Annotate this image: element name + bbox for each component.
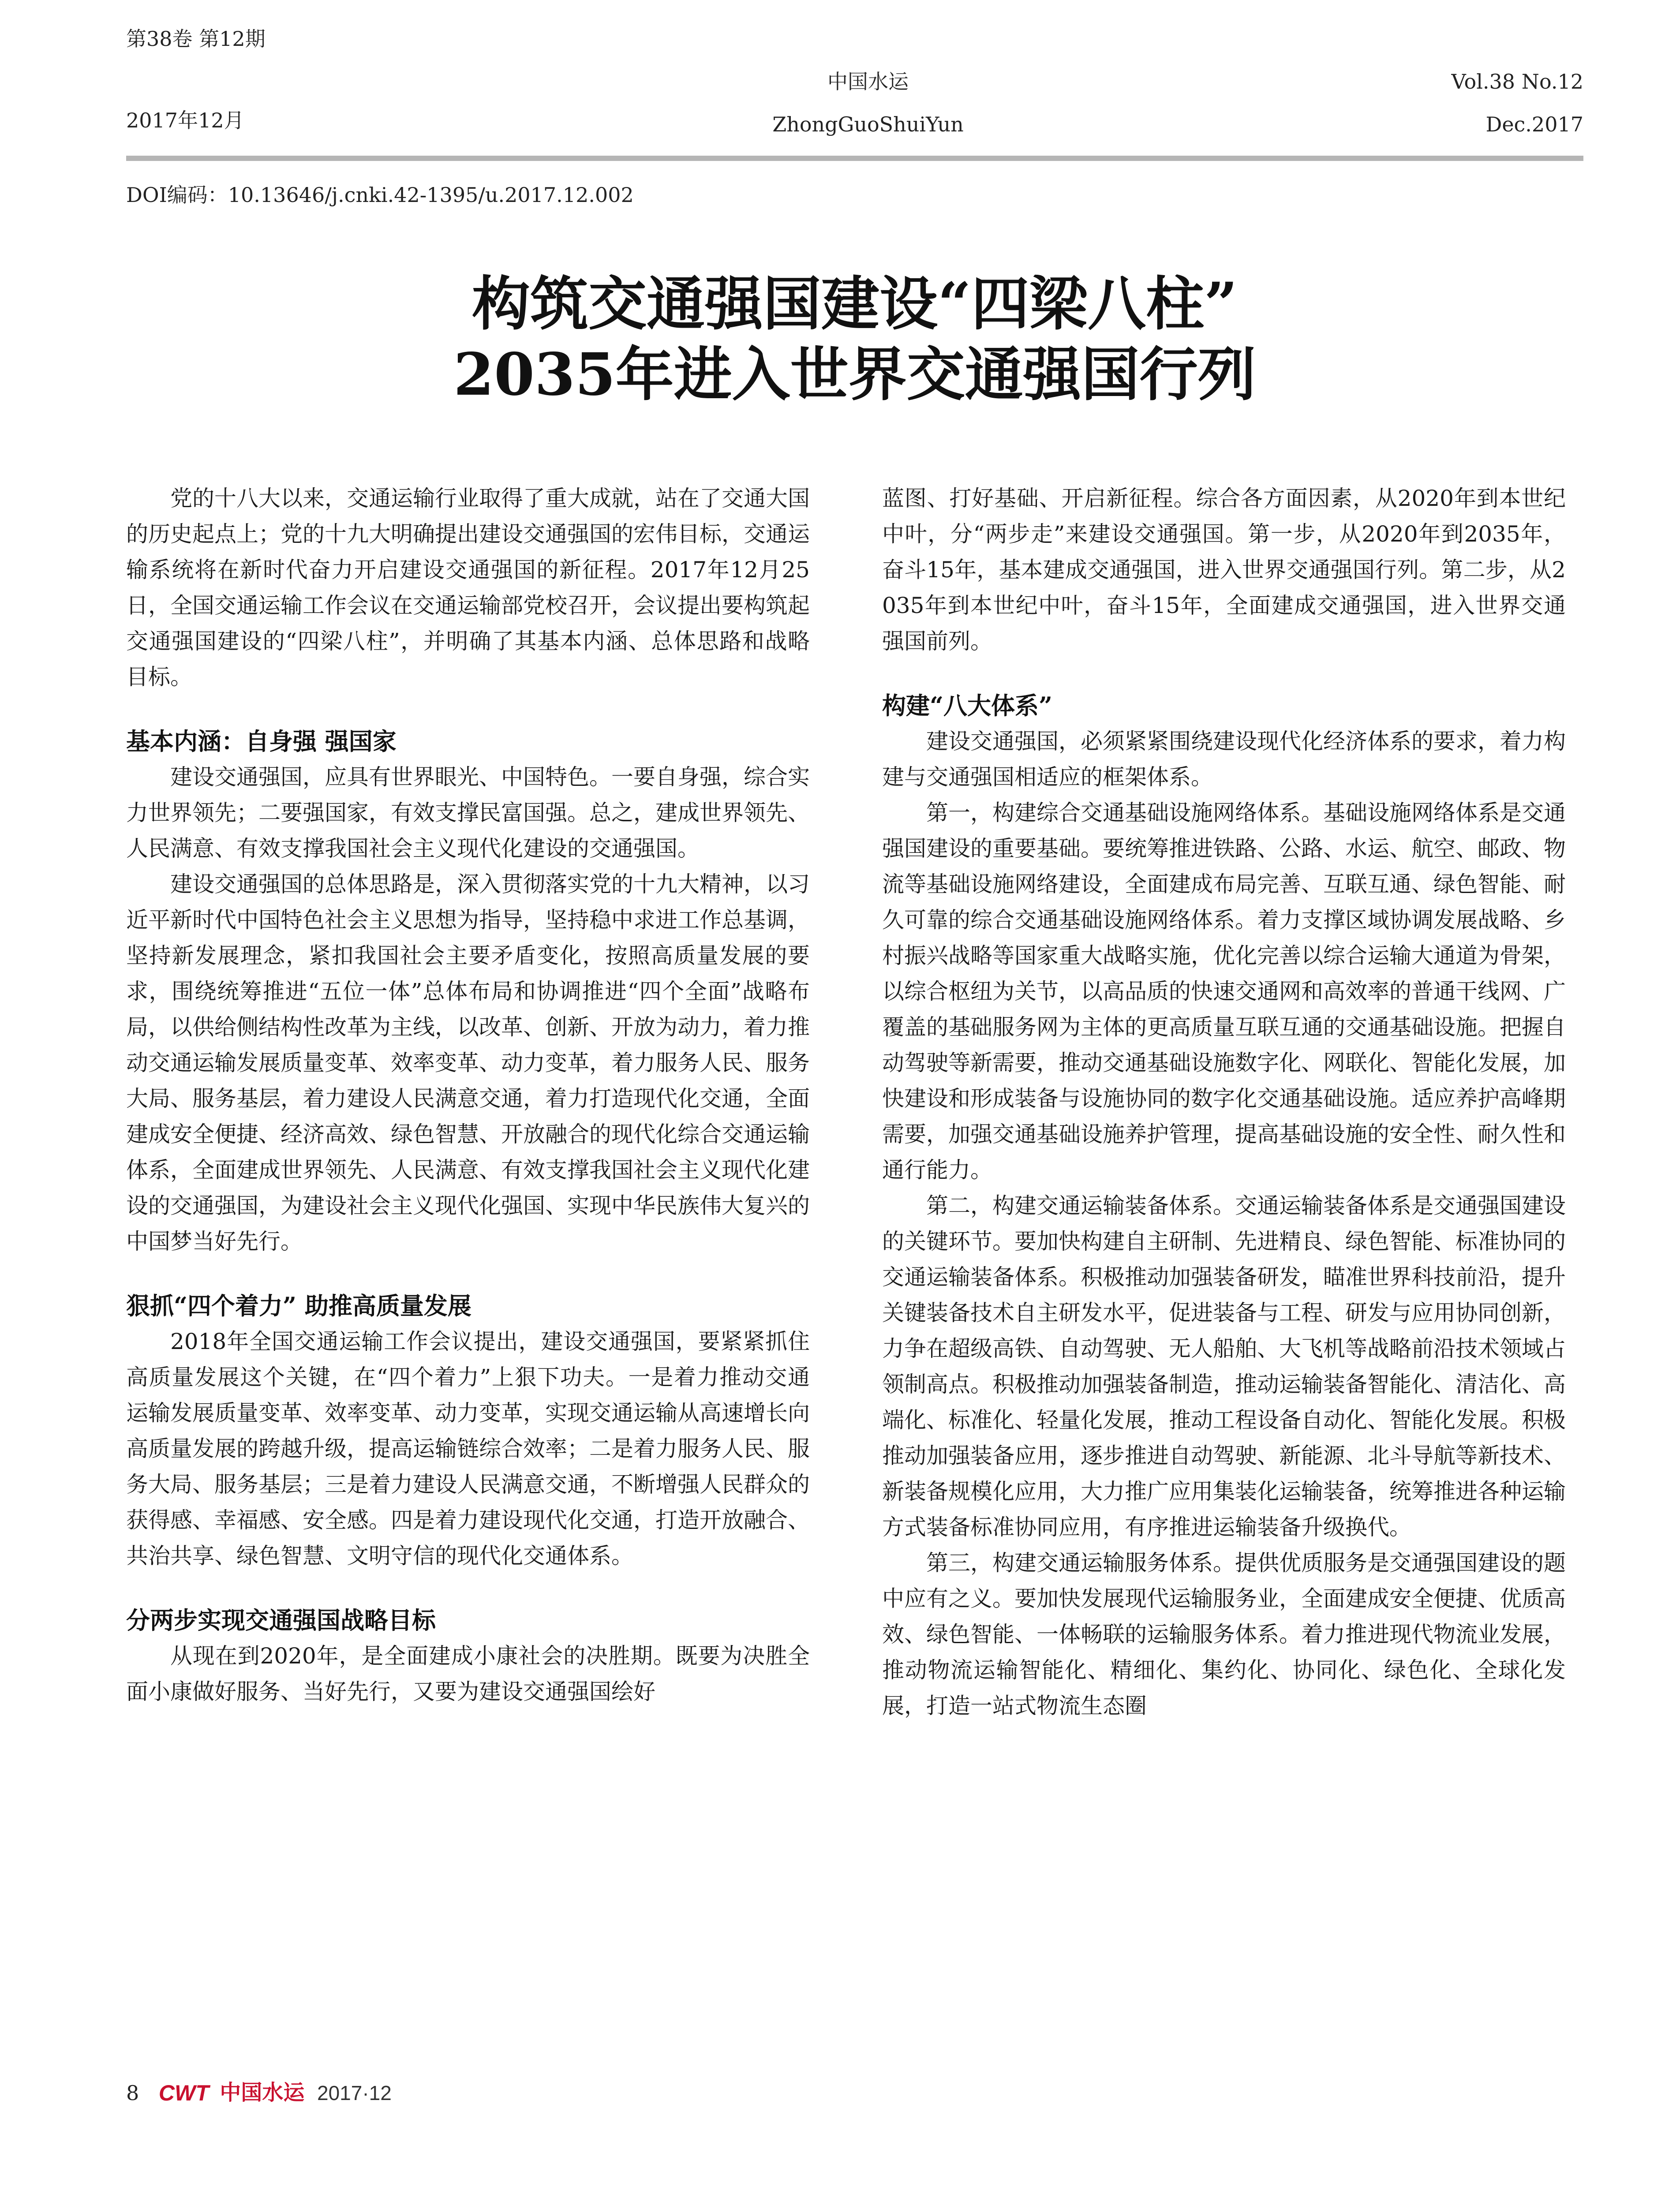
- section-heading-two-steps: 分两步实现交通强国战略目标: [126, 1606, 436, 1634]
- page-footer: [126, 2078, 392, 2106]
- paragraph: 第二，构建交通运输装备体系。交通运输装备体系是交通强国建设的关键环节。要加快构建自主研制、先进精良、绿色智能、标准协同的交通运输装备体系。积极推动加强装备研发，瞄准世界科技前沿，提升关键装备技术自主研发水平，促进装备与工程、研发与应用协同创新，力争在超级高铁、自动驾驶、无人船舶、大飞机等战略前沿技术领域占领制高点。积极推动加强装备制造，推动运输装备智能化、清洁化、高端化、标准化、轻量化发展，推动工程设备自动化、智能化发展。积极推动加强装备应用，逐步推进自动驾驶、新能源、北斗导航等新技术、新装备规模化应用，大力推广应用集装化运输装备，统筹推进各种运输方式装备标准协同应用，有序推进运输装备升级换代。: [882, 1193, 1566, 1540]
- page-number: 8: [126, 2081, 139, 2105]
- footer-magazine-name: 中国水运: [220, 2081, 305, 2104]
- cwt-logo: CWT: [158, 2081, 209, 2105]
- header-volume-issue: 第38卷 第12期: [126, 27, 266, 51]
- header-date: 2017年12月: [126, 108, 244, 132]
- paragraph: 第三，构建交通运输服务体系。提供优质服务是交通强国建设的题中应有之义。要加快发展现代运输服务业，全面建成安全便捷、优质高效、绿色智能、一体畅联的运输服务体系。着力推进现代物流业发展，推动物流运输智能化、精细化、集约化、协同化、绿色化、全球化发展，打造一站式物流生态圈: [882, 1550, 1566, 1719]
- section-heading-basic-connotation: 基本内涵：自身强 强国家: [126, 727, 397, 755]
- continued-paragraph: 蓝图、打好基础、开启新征程。综合各方面因素，从2020年到本世纪中叶，分“两步走”来建设交通强国。第一步，从2020年到2035年，奋斗15年，基本建成交通强国，进入世界交通强国行列。第二步，从2035年到本世纪中叶，奋斗15年，全面建成交通强国，进入世界交通强国前列。: [882, 486, 1566, 654]
- intro-paragraph: 党的十八大以来，交通运输行业取得了重大成就，站在了交通大国的历史起点上；党的十九大明确提出建设交通强国的宏伟目标，交通运输系统将在新时代奋力开启建设交通强国的新征程。2017年12月25日，全国交通运输工作会议在交通运输部党校召开，会议提出要构筑起交通强国建设的“四梁八柱”，并明确了其基本内涵、总体思路和战略目标。: [126, 486, 810, 690]
- doi: DOI编码：10.13646/j.cnki.42-1395/u.2017.12.002: [126, 183, 634, 207]
- article-title-line2: 2035年进入世界交通强国行列: [453, 340, 1256, 409]
- header-journal-pinyin: ZhongGuoShuiYun: [772, 112, 964, 136]
- paragraph: 第一，构建综合交通基础设施网络体系。基础设施网络体系是交通强国建设的重要基础。要统筹推进铁路、公路、水运、航空、邮政、物流等基础设施网络建设，全面建成布局完善、互联互通、绿色智能、耐久可靠的综合交通基础设施网络体系。着力支撑区域协调发展战略、乡村振兴战略等国家重大战略实施，优化完善以综合运输大通道为骨架，以综合枢纽为关节，以高品质的快速交通网和高效率的普通干线网、广覆盖的基础服务网为主体的更高质量互联互通的交通基础设施。把握自动驾驶等新需要，推动交通基础设施数字化、网联化、智能化发展，加快建设和形成装备与设施协同的数字化交通基础设施。适应养护高峰期需要，加强交通基础设施养护管理，提高基础设施的安全性、耐久性和通行能力。: [882, 800, 1566, 1183]
- right-column: [882, 481, 1566, 2051]
- header-rule: [126, 156, 1583, 161]
- left-column: [126, 481, 810, 2051]
- paragraph: 2018年全国交通运输工作会议提出，建设交通强国，要紧紧抓住高质量发展这个关键，在“四个着力”上狠下功夫。一是着力推动交通运输发展质量变革、效率变革、动力变革，实现交通运输从高速增长向高质量发展的跨越升级，提高运输链综合效率；二是着力服务人民、服务大局、服务基层；三是着力建设人民满意交通，不断增强人民群众的获得感、幸福感、安全感。四是着力建设现代化交通，打造开放融合、共治共享、绿色智慧、文明守信的现代化交通体系。: [126, 1329, 810, 1569]
- header-journal-name: 中国水运: [827, 70, 909, 93]
- section-heading-eight-systems: 构建“八大体系”: [882, 691, 1053, 720]
- paragraph: 建设交通强国，应具有世界眼光、中国特色。一要自身强，综合实力世界领先；二要强国家，有效支撑民富国强。总之，建成世界领先、人民满意、有效支撑我国社会主义现代化建设的交通强国。: [126, 764, 810, 861]
- paragraph: 建设交通强国，必须紧紧围绕建设现代化经济体系的要求，着力构建与交通强国相适应的框架体系。: [882, 729, 1566, 790]
- paragraph: 建设交通强国的总体思路是，深入贯彻落实党的十九大精神，以习近平新时代中国特色社会主义思想为指导，坚持稳中求进工作总基调，坚持新发展理念，紧扣我国社会主要矛盾变化，按照高质量发展的要求，围绕统筹推进“五位一体”总体布局和协调推进“四个全面”战略布局，以供给侧结构性改革为主线，以改革、创新、开放为动力，着力推动交通运输发展质量变革、效率变革、动力变革，着力服务人民、服务大局、服务基层，着力建设人民满意交通，着力打造现代化交通，全面建成安全便捷、经济高效、绿色智慧、开放融合的现代化综合交通运输体系，全面建成世界领先、人民满意、有效支撑我国社会主义现代化建设的交通强国，为建设社会主义现代化强国、实现中华民族伟大复兴的中国梦当好先行。: [126, 871, 810, 1254]
- header-vol-no-en: Vol.38 No.12: [1451, 70, 1583, 93]
- section-heading-four-efforts: 狠抓“四个着力” 助推高质量发展: [126, 1292, 471, 1320]
- paragraph: 从现在到2020年，是全面建成小康社会的决胜期。既要为决胜全面小康做好服务、当好先行，又要为建设交通强国绘好: [126, 1643, 810, 1704]
- header-date-en: Dec.2017: [1485, 112, 1583, 136]
- footer-issue: 2017·12: [317, 2082, 392, 2104]
- article-title-line1: 构筑交通强国建设“四梁八柱”: [472, 270, 1238, 338]
